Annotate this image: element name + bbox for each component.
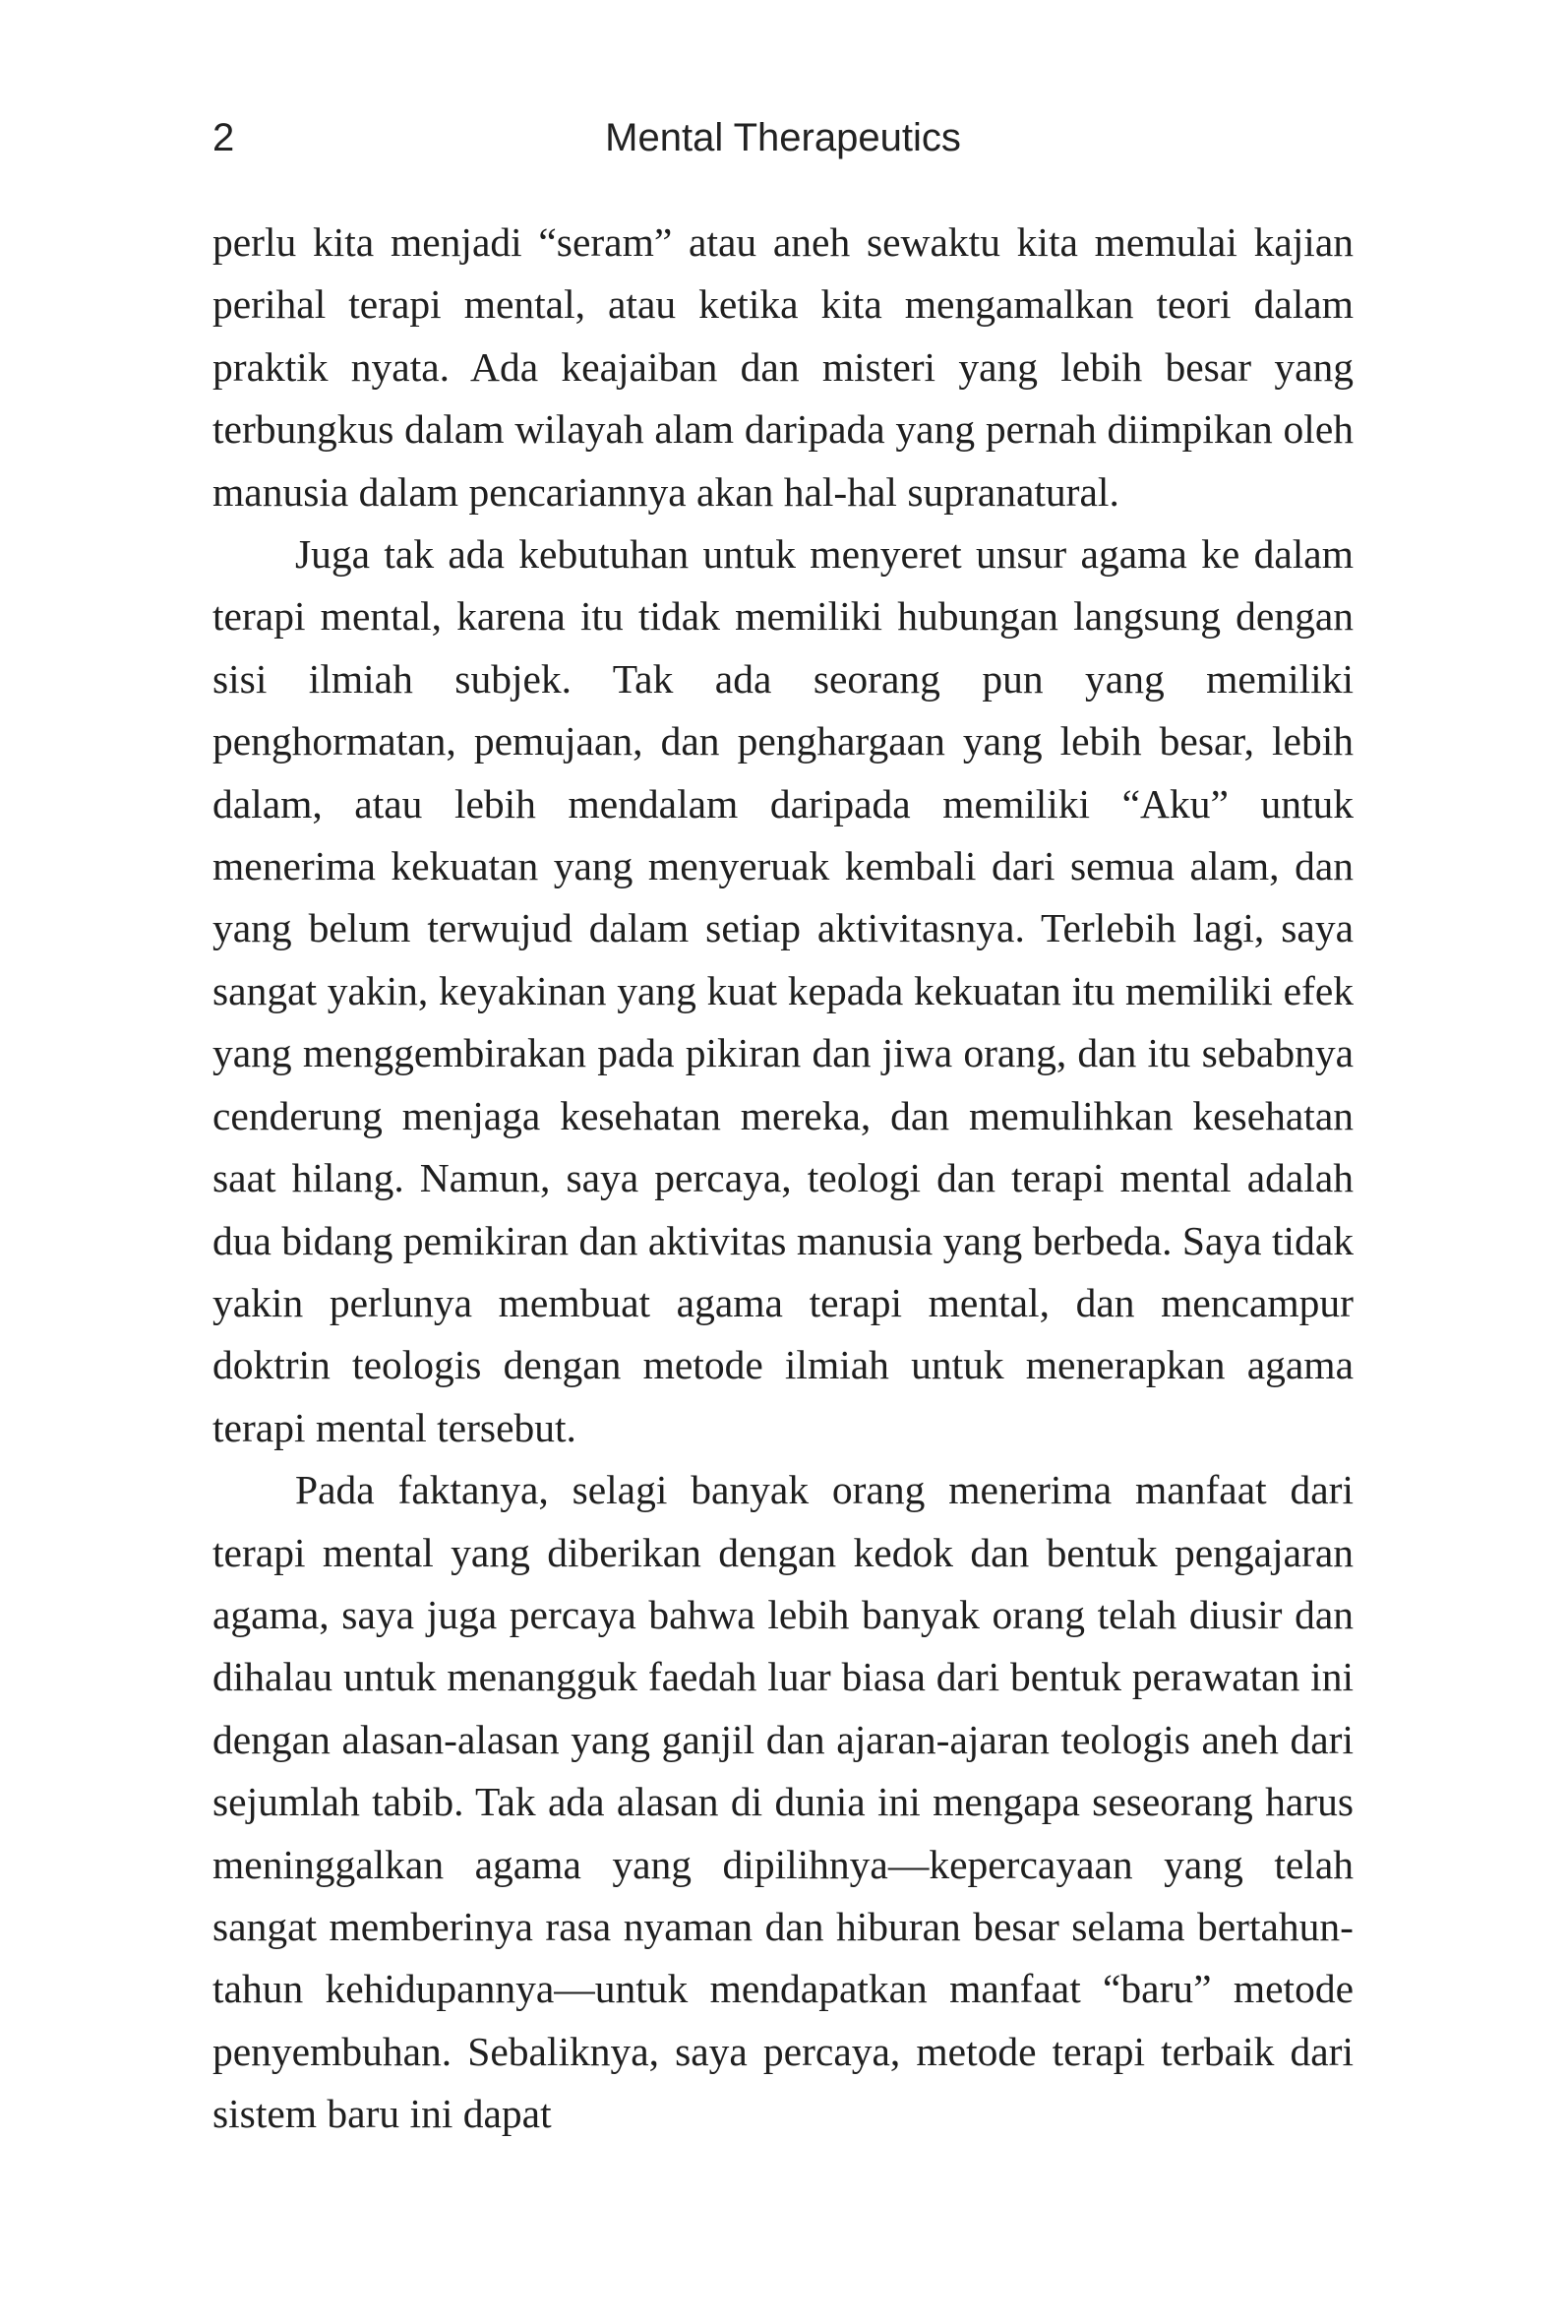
paragraph-3: Pada faktanya, selagi banyak orang menerima manfaat dari terapi mental yang diberikan dengan kedok dan bentuk pengajaran agama, saya juga percaya bahwa lebih banyak orang telah diusir dan dihalau untuk menangguk faedah luar biasa dari bentuk perawatan ini dengan alasan-alasan yang ganjil dan ajaran-ajaran teologis aneh dari sejumlah tabib. Tak ada alasan di dunia ini mengapa seseorang harus meninggalkan agama yang dipilihnya—kepercayaan yang telah sangat memberinya rasa nyaman dan hiburan besar selama bertahun-tahun kehidupannya—untuk mendapatkan manfaat “baru” metode penyembuhan. Sebaliknya, saya percaya, metode terapi terbaik dari sistem baru ini dapat [212,1467,1354,2137]
paragraph-1: perlu kita menjadi “seram” atau aneh sewaktu kita memulai kajian perihal terapi mental, atau ketika kita mengamalkan teori dalam praktik nyata. Ada keajaiban dan misteri yang lebih besar yang terbungkus dalam wilayah alam daripada yang pernah diimpikan oleh manusia dalam pencariannya akan hal-hal supranatural. [212,219,1354,515]
running-header [212,110,1354,165]
page-number: 2 [212,116,235,159]
paragraph-2: Juga tak ada kebutuhan untuk menyeret unsur agama ke dalam terapi mental, karena itu tidak memiliki hubungan langsung dengan sisi ilmiah subjek. Tak ada seorang pun yang memiliki penghormatan, pemujaan, dan penghargaan yang lebih besar, lebih dalam, atau lebih mendalam daripada memiliki “Aku” untuk menerima kekuatan yang menyeruak kembali dari semua alam, dan yang belum terwujud dalam setiap aktivitasnya. Terlebih lagi, saya sangat yakin, keyakinan yang kuat kepada kekuatan itu memiliki efek yang menggembirakan pada pikiran dan jiwa orang, dan itu sebabnya cenderung menjaga kesehatan mereka, dan memulihkan kesehatan saat hilang. Namun, saya percaya, teologi dan terapi mental adalah dua bidang pemikiran dan aktivitas manusia yang berbeda. Saya tidak yakin perlunya membuat agama terapi mental, dan mencampur doktrin teologis dengan metode ilmiah untuk menerapkan agama terapi mental tersebut. [212,531,1354,1450]
body-text [212,212,1354,2146]
running-title: Mental Therapeutics [605,116,961,159]
